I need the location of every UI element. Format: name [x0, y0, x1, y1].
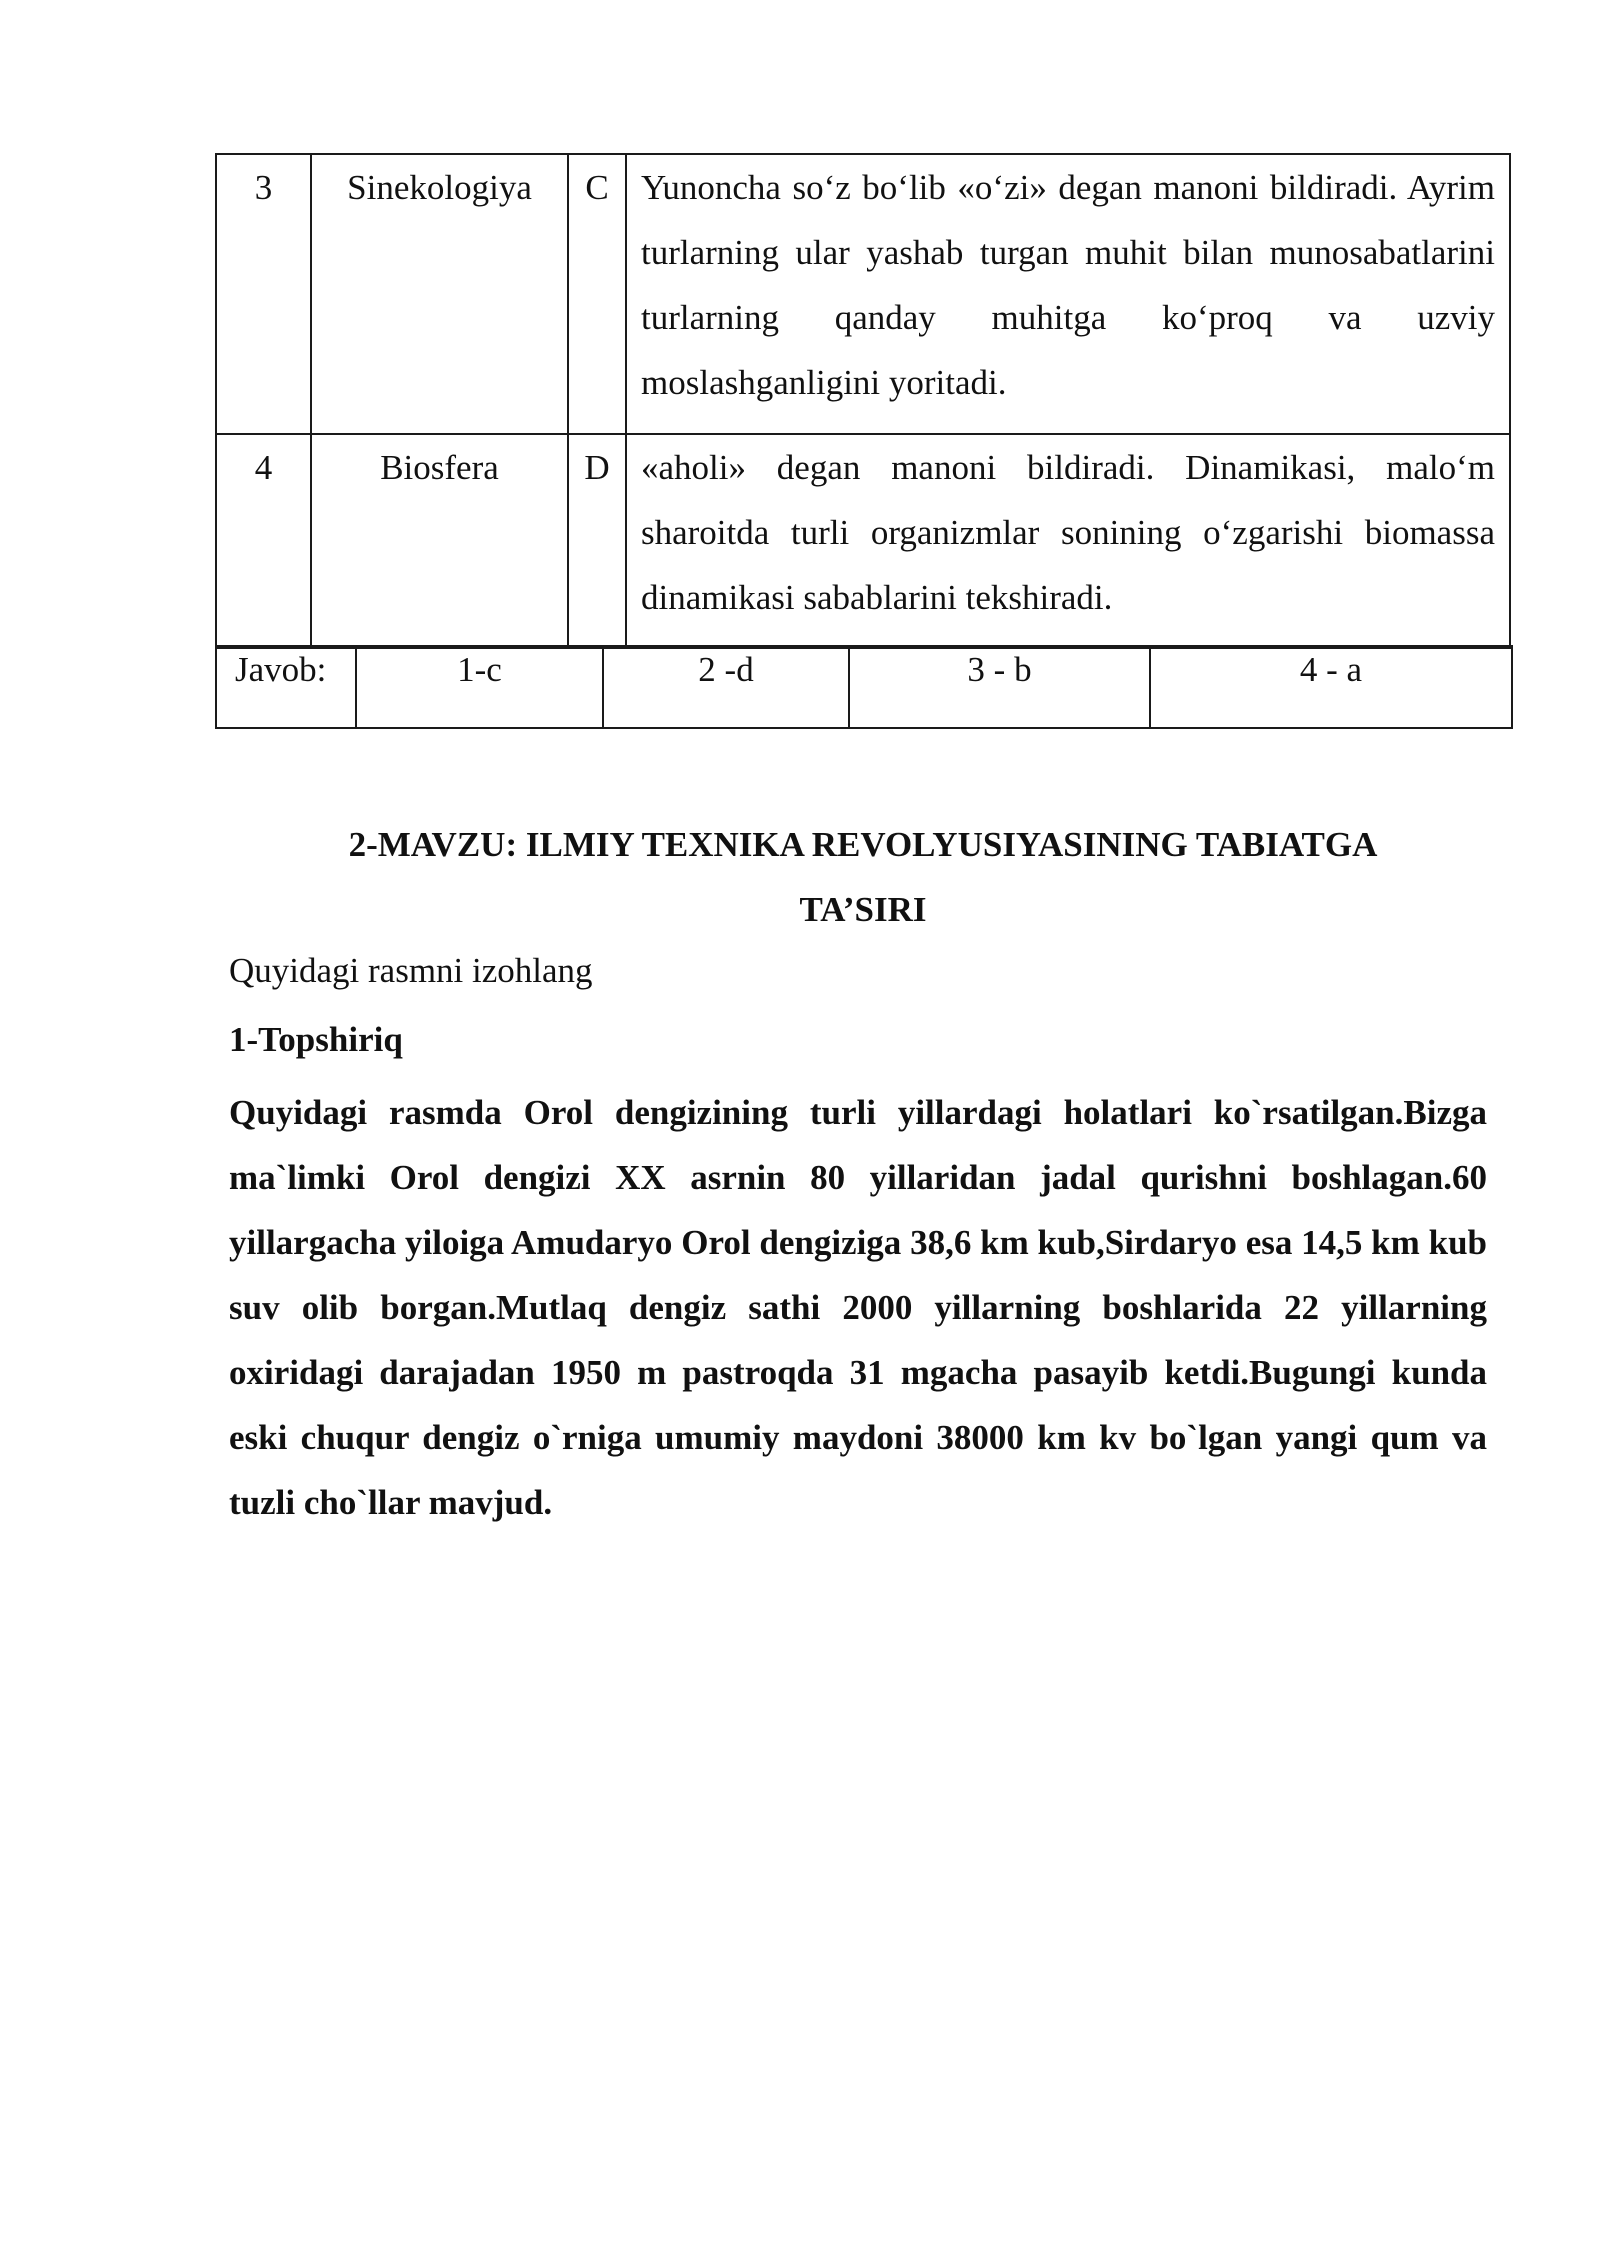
- answers-label: Javob:: [216, 646, 356, 728]
- option-letter: C: [568, 154, 626, 434]
- table-row: [216, 434, 1510, 648]
- heading-line-2: TA’SIRI: [799, 890, 927, 929]
- task-title: 1-Topshiriq: [229, 1020, 403, 1059]
- terms-table: [215, 153, 1511, 649]
- term-name: Sinekologiya: [311, 154, 568, 434]
- answer-cell: 3 - b: [849, 646, 1150, 728]
- answers-row: [216, 646, 1512, 728]
- heading-line-1: 2-MAVZU: ILMIY TEXNIKA REVOLYUSIYASINING TABIATGA: [348, 825, 1378, 864]
- intro-text: Quyidagi rasmni izohlang: [229, 951, 593, 990]
- task-paragraph: Quyidagi rasmda Orol dengizining turli yillardagi holatlari ko`rsatilgan.Bizga ma`limki Orol dengizi XX asrnin 80 yillaridan jadal qurishni boshlagan.60 yillargacha yiloiga Amudaryo Orol dengiziga 38,6 km kub,Sirdaryo esa 14,5 km kub suv olib borgan.Mutlaq dengiz sathi 2000 yillarning boshlarida 22 yillarning oxiridagi darajadan 1950 m pastroqda 31 mgacha pasayib ketdi.Bugungi kunda eski chuqur dengiz o`rniga umumiy maydoni 38000 km kv bo`lgan yangi qum va tuzli cho`llar mavjud.: [229, 1093, 1487, 1522]
- option-letter: D: [568, 434, 626, 648]
- answer-cell: 2 -d: [603, 646, 849, 728]
- term-name: Biosfera: [311, 434, 568, 648]
- answers-table: [215, 645, 1513, 729]
- row-number: 3: [216, 154, 311, 434]
- term-description: Yunoncha so‘z bo‘lib «o‘zi» degan manoni bildiradi. Ayrim turlarning ular yashab turgan muhit bilan munosabatlarini turlarning qanday muhitga ko‘proq va uzviy moslashganligini yoritadi.: [626, 154, 1510, 434]
- answer-cell: 4 - a: [1150, 646, 1512, 728]
- term-description: «aholi» degan manoni bildiradi. Dinamikasi, malo‘m sharoitda turli organizmlar sonining o‘zgarishi biomassa dinamikasi sabablarini tekshiradi.: [626, 434, 1510, 648]
- row-number: 4: [216, 434, 311, 648]
- answer-cell: 1-c: [356, 646, 603, 728]
- table-row: [216, 154, 1510, 434]
- section-heading: [215, 812, 1511, 942]
